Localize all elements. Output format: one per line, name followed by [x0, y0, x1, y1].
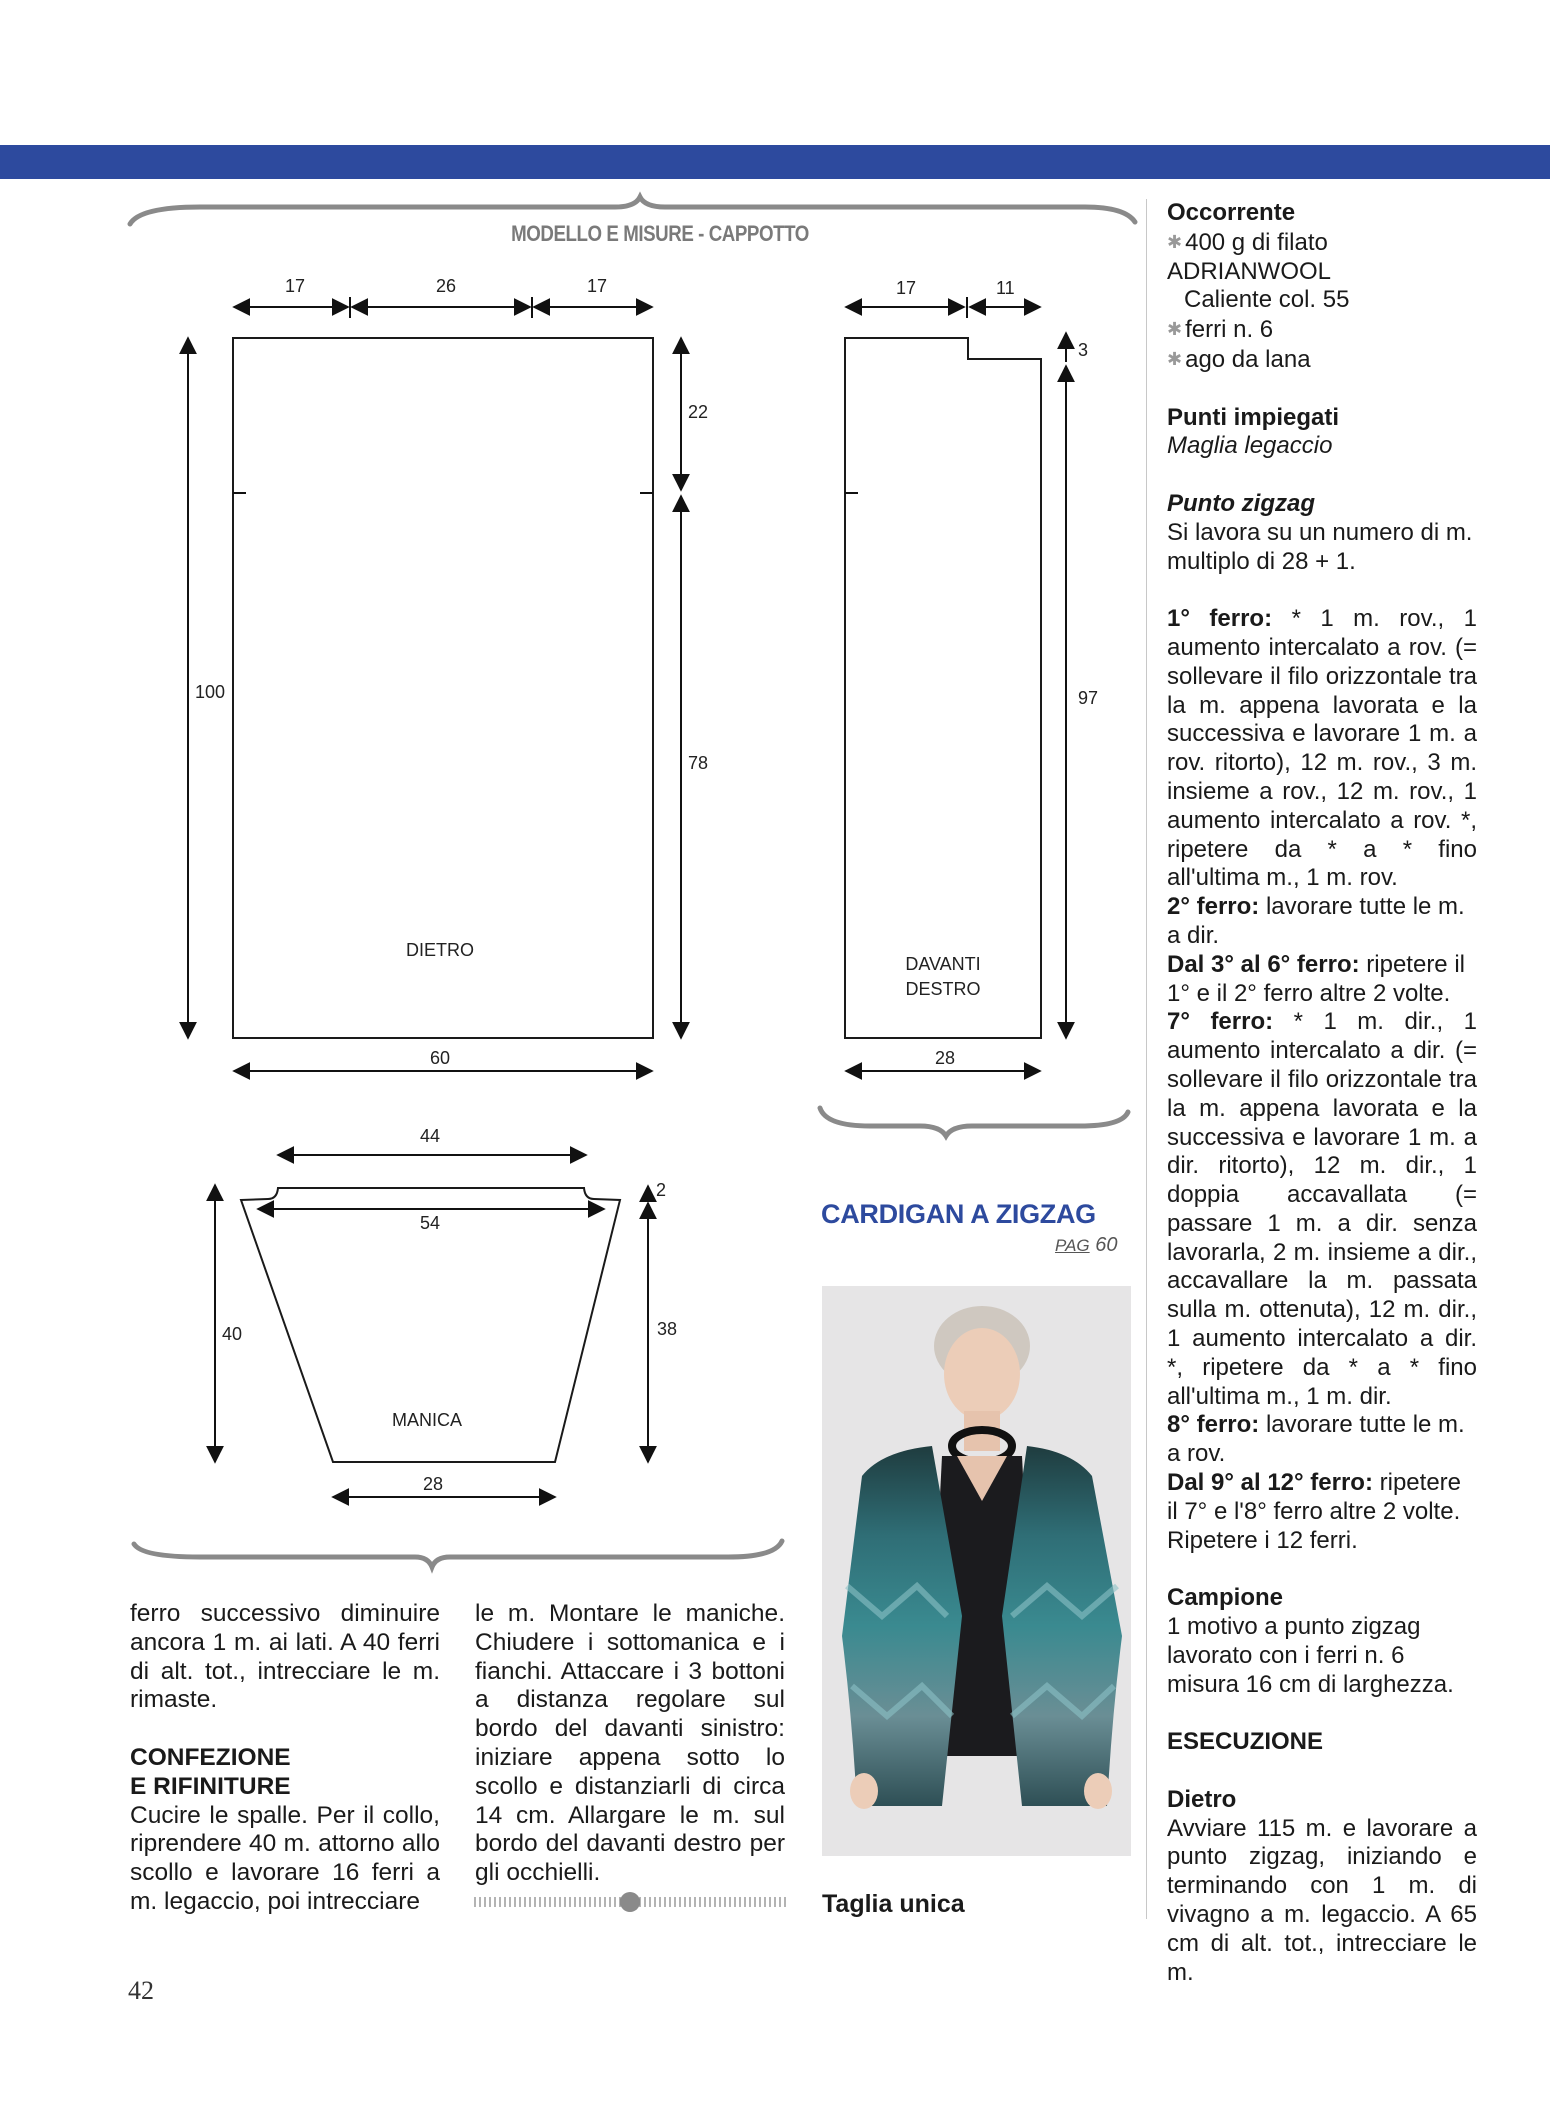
manica-bottom-measure: 28 — [423, 1474, 444, 1494]
materials-item: ✱ 400 g di filato ADRIANWOOL — [1167, 228, 1332, 285]
manica-left-measure: 40 — [222, 1324, 243, 1344]
page-reference: PAG 60 — [1055, 1234, 1118, 1256]
size-label: Taglia unica — [822, 1890, 965, 1918]
right-column-divider — [1146, 199, 1147, 1919]
repeat-instruction: Ripetere i 12 ferri. — [1167, 1526, 1358, 1554]
manica-label: MANICA — [391, 1410, 462, 1430]
manica-right-measure: 38 — [657, 1319, 678, 1339]
instructions-column — [1167, 199, 1477, 1987]
row-7-instruction: 7° ferro: * 1 m. dir., 1 aumento intercalato a dir. (= sollevare il filo orizzontale tra la m. appena lavorata e la successiva e lavorare 1 m. a dir. ritorto), 12 m. dir., 1 doppia accavallata (= passare 1 m. a dir. senza lavorarla, 2 m. insieme a dir., accavallare la m. passata sulla m. ottenuta), 12 m. dir., 1 aumento intercalato a dir. *, ripetere da * a * fino all'ultima m., 1 m. dir. — [1167, 1008, 1477, 1410]
dietro-shape — [233, 338, 653, 1038]
model-photo — [822, 1286, 1131, 1856]
dietro-top-left-measure: 17 — [285, 276, 306, 296]
row-1-instruction: 1° ferro: * 1 m. rov., 1 aumento intercalato a rov. (= sollevare il filo orizzontale tra la m. appena lavorata e la successiva e lavorare 1 m. a rov. ritorto), 12 m. rov., 3 m. insieme a rov., 12 m. rov., 1 aumento intercalato a rov. *, ripetere da * a * fino all'ultima m., 1 m. rov. — [1167, 605, 1478, 892]
row-8-instruction: 8° ferro: lavorare tutte le m. a rov. — [1167, 1411, 1465, 1468]
dietro-top-right-measure: 17 — [587, 276, 608, 296]
occorrente-heading: Occorrente — [1167, 199, 1296, 226]
top-brace — [130, 197, 1135, 224]
dietro-right-lower-measure: 78 — [688, 753, 709, 773]
davanti-bottom-measure: 28 — [935, 1048, 956, 1068]
manica-cap-measure: 2 — [656, 1180, 667, 1200]
col1-paragraph: ferro successivo diminuire ancora 1 m. ai lati. A 40 ferri di alt. tot., intrecciare le m. rimaste. — [130, 1600, 440, 1714]
davanti-brace — [820, 1108, 1128, 1136]
bottom-brace — [134, 1541, 782, 1567]
text-column-2 — [475, 1600, 785, 1888]
row-2-instruction: 2° ferro: lavorare tutte le m. a dir. — [1167, 893, 1465, 949]
diagram-title: MODELLO E MISURE - CAPPOTTO — [511, 221, 809, 246]
dietro-bottom-measure: 60 — [430, 1048, 451, 1068]
davanti-height-measure: 97 — [1078, 688, 1099, 708]
manica-top-inner-measure: 54 — [420, 1213, 441, 1233]
davanti-neck-measure: 3 — [1078, 340, 1089, 360]
davanti-top-left-measure: 17 — [896, 278, 917, 298]
row-3-6-instruction: Dal 3° al 6° ferro: ripetere il 1° e il 2° ferro altre 2 volte. — [1167, 950, 1465, 1007]
rifiniture-heading: E RIFINITURE — [130, 1772, 291, 1800]
materials-item: ✱ ago da lana — [1167, 345, 1311, 373]
materials-item-continued: Caliente col. 55 — [1184, 286, 1350, 314]
dietro-top-center-measure: 26 — [436, 276, 457, 296]
project-title: CARDIGAN A ZIGZAG — [821, 1199, 1096, 1229]
esecuzione-heading: ESECUZIONE — [1167, 1728, 1324, 1756]
materials-item: ✱ ferri n. 6 — [1167, 316, 1274, 344]
punti-text: Maglia legaccio — [1167, 432, 1333, 460]
row-9-12-instruction: Dal 9° al 12° ferro: ripetere il 7° e l'8° ferro altre 2 volte. — [1167, 1469, 1461, 1525]
col2-paragraph: le m. Montare le maniche. Chiudere i sottomanica e i fianchi. Attaccare i 3 bottoni a distanza regolare sul bordo del davanti sinistro: iniziare appena sotto lo scollo e distanziarli di circa 14 cm. Allargare le m. sul bordo del davanti destro per gli occhielli. — [475, 1600, 785, 1887]
slider-ornament — [473, 1890, 789, 1914]
davanti-shape — [845, 338, 1041, 1038]
dietro-height-measure: 100 — [195, 682, 226, 702]
punti-heading: Punti impiegati — [1167, 403, 1340, 431]
dietro-text: Avviare 115 m. e lavorare a punto zigzag, iniziando e terminando con 1 m. di vivagno a m. legaccio. A 65 cm di alt. tot., intrecciare le m. — [1167, 1814, 1477, 1986]
dietro-right-upper-measure: 22 — [688, 402, 709, 422]
col1-confezione-text: Cucire le spalle. Per il collo, riprendere 40 m. attorno allo scollo e lavorare 16 ferri a m. legaccio, poi intrecciare — [130, 1801, 440, 1915]
text-column-1 — [130, 1600, 440, 1917]
dietro-label: DIETRO — [405, 940, 474, 960]
davanti-top-right-measure: 11 — [996, 278, 1015, 298]
zigzag-text: Si lavora su un numero di m. multiplo di 28 + 1. — [1167, 518, 1473, 575]
dietro-heading: Dietro — [1167, 1785, 1237, 1813]
page-number: 42 — [128, 1976, 154, 2005]
campione-text: 1 motivo a punto zigzag lavorato con i ferri n. 6 misura 16 cm di larghezza. — [1167, 1613, 1454, 1698]
zigzag-heading: Punto zigzag — [1167, 489, 1315, 517]
campione-heading: Campione — [1167, 1584, 1284, 1612]
confezione-heading: CONFEZIONE — [130, 1743, 291, 1771]
davanti-label: DAVANTI DESTRO — [905, 954, 981, 999]
manica-top-outer-measure: 44 — [420, 1126, 441, 1146]
